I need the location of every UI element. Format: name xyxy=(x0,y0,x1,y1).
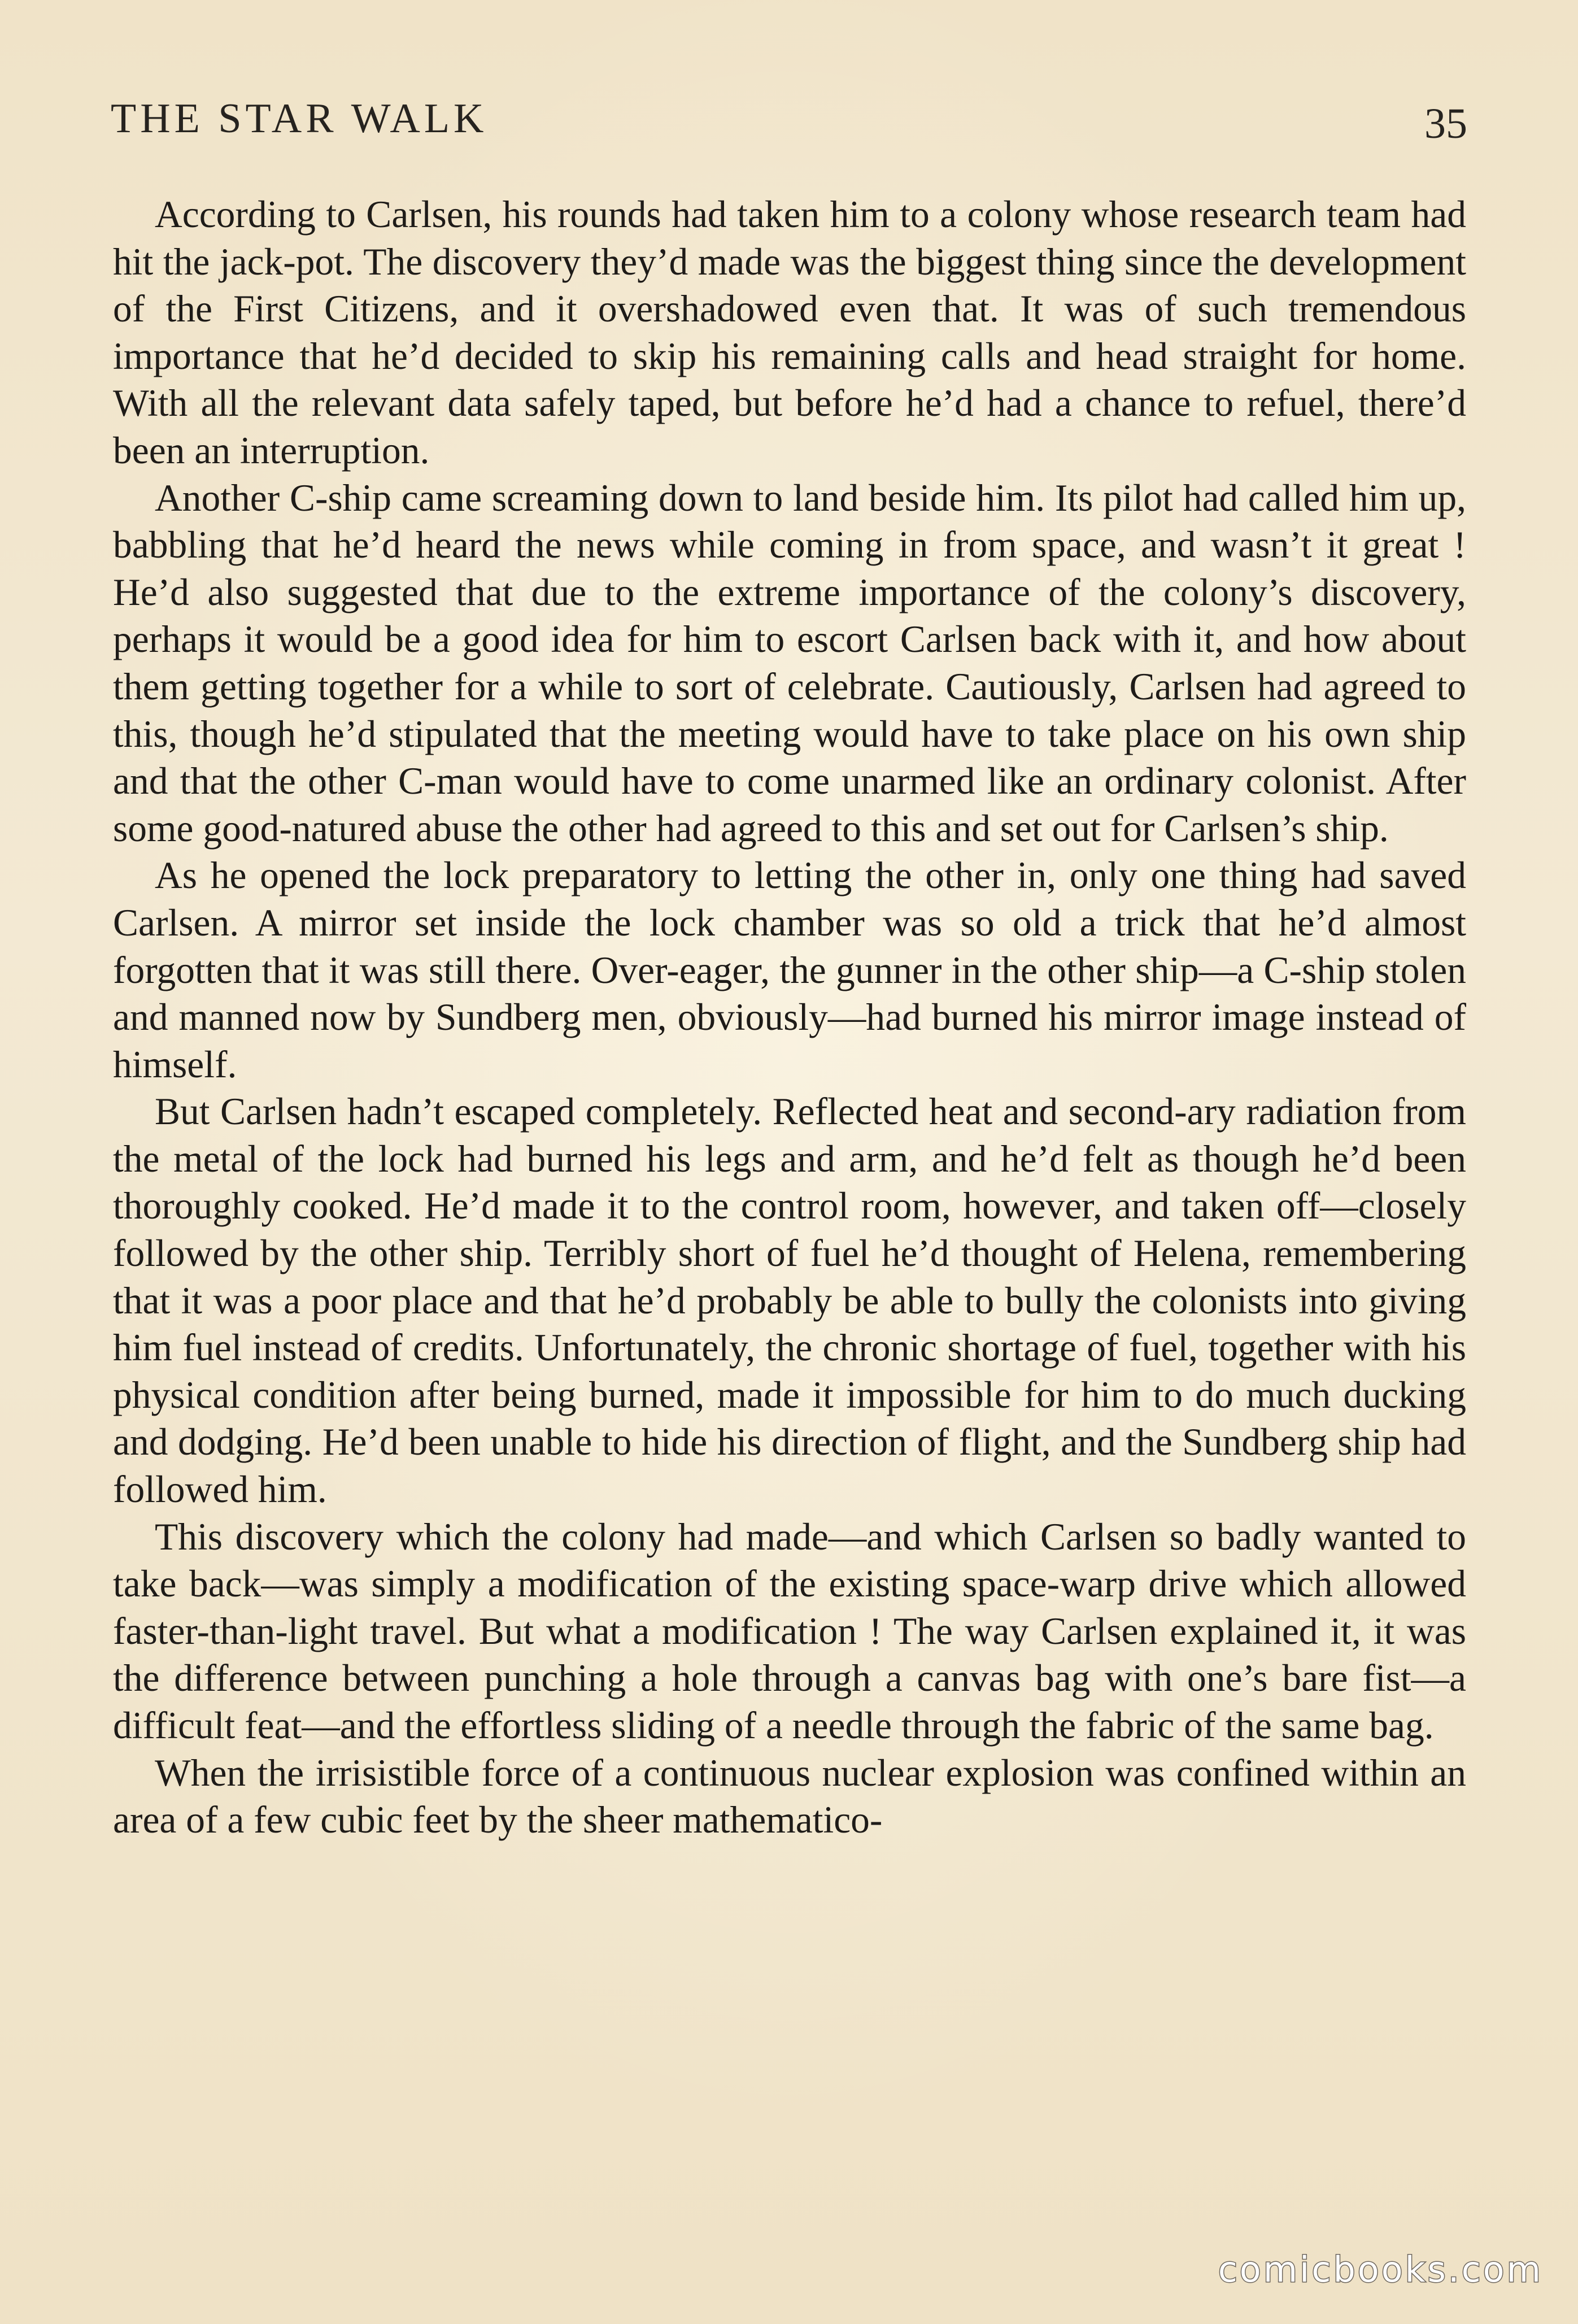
page-number: 35 xyxy=(1424,100,1467,147)
paragraph: When the irrisistible force of a continuous nuclear explosion was confined within an area of a few cubic feet by the sheer mathematico- xyxy=(113,1751,1466,1842)
site-watermark: comicbooks.com xyxy=(1218,2249,1543,2290)
paragraph: But Carlsen hadn’t escaped completely. Reflected heat and second-ary radiation from the metal of the lock had burned his legs and arm, and he’d felt as though he’d been thoroughly cooked. He’d made it to the control room, however, and taken off—closely followed by the other ship. Terribly short of fuel he’d thought of Helena, remembering that it was a poor place and that he’d probably be able to bully the colonists into giving him fuel instead of credits. Unfortunately, the chronic shortage of fuel, together with his physical condition after being burned, made it impossible for him to do much ducking and dodging. He’d been unable to hide his direction of flight, and the Sundberg ship had followed him. xyxy=(113,1090,1466,1511)
running-title: THE STAR WALK xyxy=(111,95,488,142)
body-text xyxy=(113,191,1466,1844)
paragraph: According to Carlsen, his rounds had taken him to a colony whose research team had hit the jack-pot. The discovery they’d made was the biggest thing since the development of the First Citizens, and it overshadowed even that. It was of such tremendous importance that he’d decided to skip his remaining calls and head straight for home. With all the relevant data safely taped, but before he’d had a chance to refuel, there’d been an interruption. xyxy=(113,193,1466,472)
paragraph: Another C-ship came screaming down to land beside him. Its pilot had called him up, babbling that he’d heard the news while coming in from space, and wasn’t it great ! He’d also suggested that due to the extreme importance of the colony’s discovery, perhaps it would be a good idea for him to escort Carlsen back with it, and how about them getting together for a while to sort of celebrate. Cautiously, Carlsen had agreed to this, though he’d stipulated that the meeting would have to take place on his own ship and that the other C-man would have to come unarmed like an ordinary colonist. After some good-natured abuse the other had agreed to this and set out for Carlsen’s ship. xyxy=(113,476,1466,850)
paragraph: This discovery which the colony had made—and which Carlsen so badly wanted to take back—was simply a modification of the existing space-warp drive which allowed faster-than-light travel. But what a modification ! The way Carlsen explained it, it was the difference between punching a hole through a canvas bag with one’s bare fist—a difficult feat—and the effortless sliding of a needle through the fabric of the same bag. xyxy=(113,1515,1466,1747)
paragraph: As he opened the lock preparatory to letting the other in, only one thing had saved Carlsen. A mirror set inside the lock chamber was so old a trick that he’d almost forgotten that it was still there. Over-eager, the gunner in the other ship—a C-ship stolen and manned now by Sundberg men, obviously—had burned his mirror image instead of himself. xyxy=(113,854,1466,1086)
